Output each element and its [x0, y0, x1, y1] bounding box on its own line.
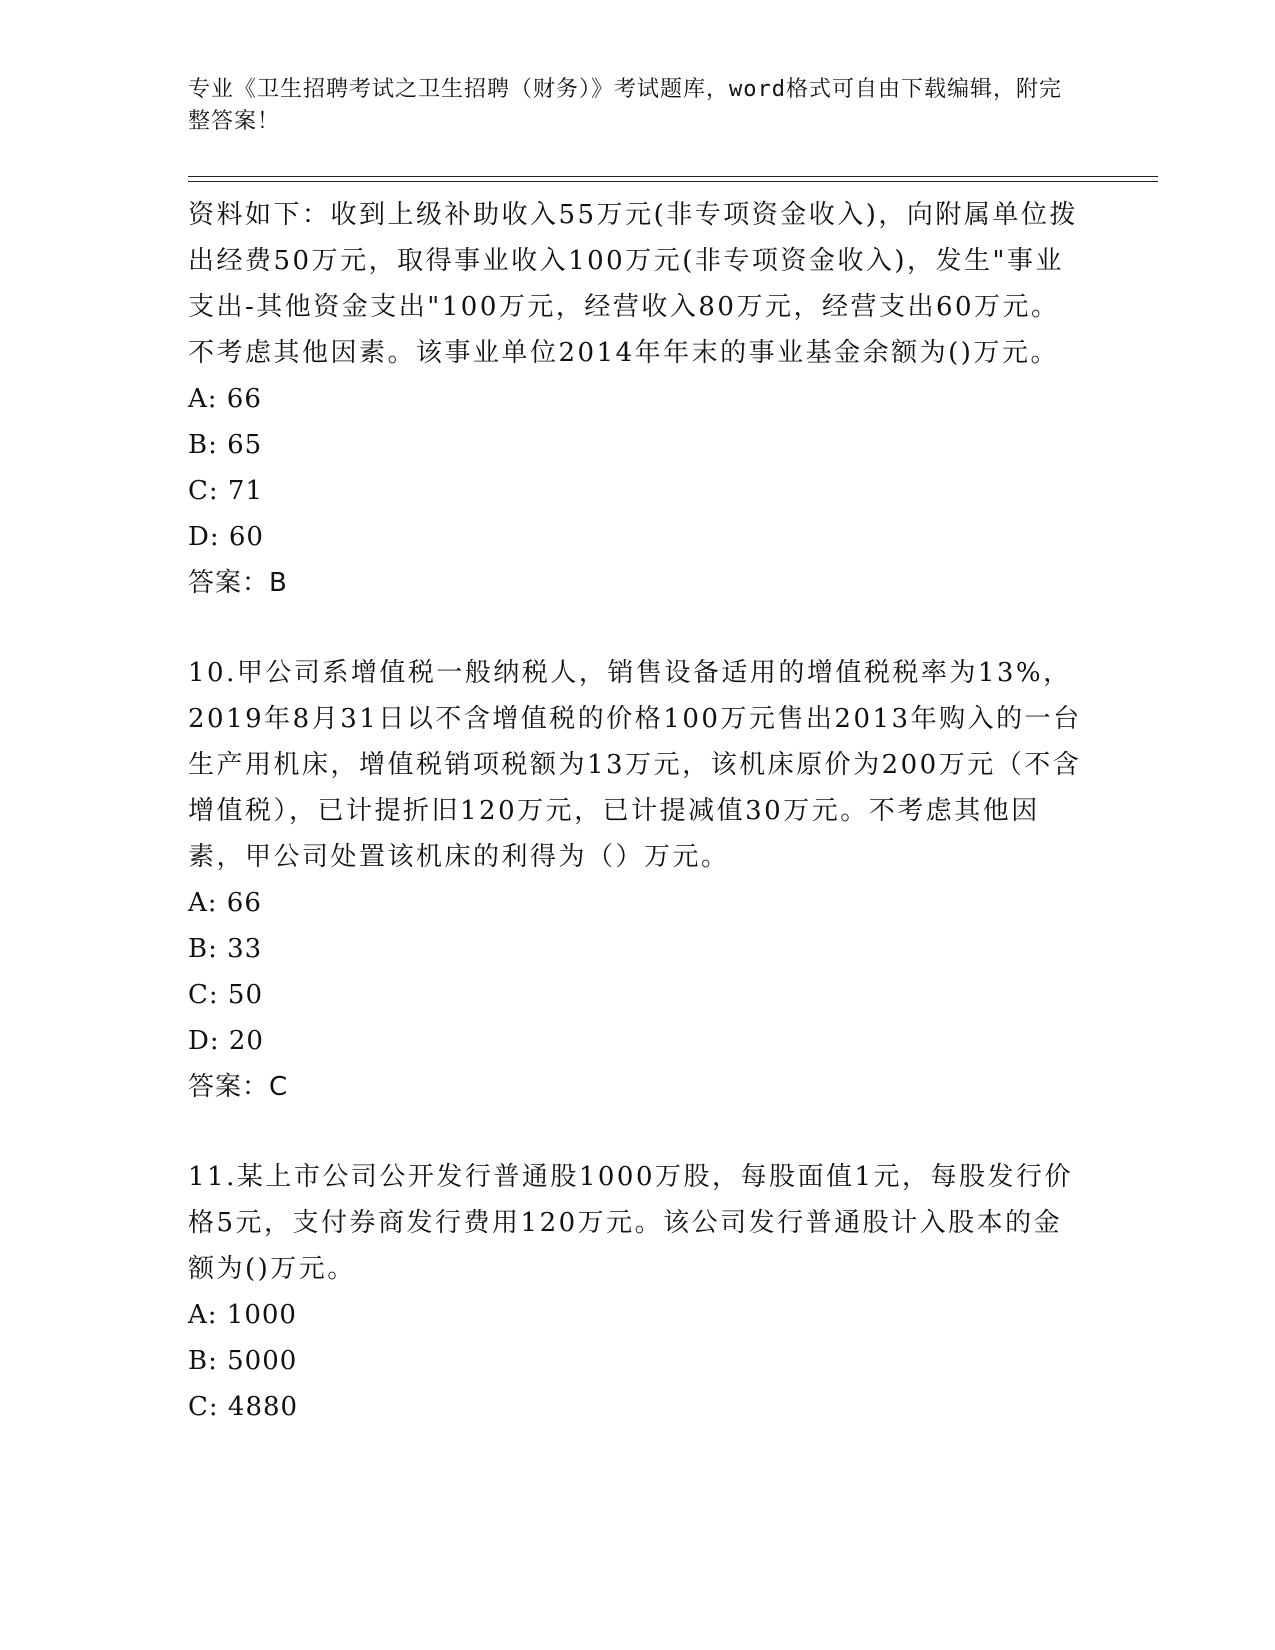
document-page [188, 74, 1158, 1430]
option-a: A: 66 [188, 888, 262, 918]
question-item [188, 192, 1158, 606]
question-list [188, 192, 1158, 1430]
page-header: 专业《卫生招聘考试之卫生招聘（财务）》考试题库，word格式可自由下载编辑，附完整答案！ [188, 77, 1062, 134]
question-item [188, 1154, 1158, 1430]
question-stem: 10.甲公司系增值税一般纳税人，销售设备适用的增值税税率为13%，2019年8月31日以不含增值税的价格100万元售出2013年购入的一台生产用机床，增值税销项税额为13万元，该机床原价为200万元（不含增值税），已计提折旧120万元，已计提减值30万元。不考虑其他因素，甲公司处置该机床的利得为（）万元。 [188, 658, 1082, 872]
option-b: B: 5000 [188, 1346, 298, 1376]
option-d: D: 60 [188, 522, 264, 552]
option-b: B: 65 [188, 430, 263, 460]
answer-line: 答案：B [188, 568, 288, 598]
option-b: B: 33 [188, 934, 263, 964]
question-item [188, 650, 1158, 1110]
option-c: C: 4880 [188, 1392, 299, 1422]
question-stem: 资料如下：收到上级补助收入55万元(非专项资金收入)，向附属单位拨出经费50万元，取得事业收入100万元(非专项资金收入)，发生"事业支出-其他资金支出"100万元，经营收入80万元，经营支出60万元。不考虑其他因素。该事业单位2014年年末的事业基金余额为()万元。 [188, 200, 1078, 368]
header-divider [188, 176, 1158, 182]
option-c: C: 71 [188, 476, 264, 506]
option-a: A: 66 [188, 384, 262, 414]
option-c: C: 50 [188, 980, 264, 1010]
answer-line: 答案：C [188, 1072, 289, 1102]
option-d: D: 20 [188, 1026, 264, 1056]
question-stem: 11.某上市公司公开发行普通股1000万股，每股面值1元，每股发行价格5元，支付券商发行费用120万元。该公司发行普通股计入股本的金额为()万元。 [188, 1162, 1074, 1284]
option-a: A: 1000 [188, 1300, 297, 1330]
